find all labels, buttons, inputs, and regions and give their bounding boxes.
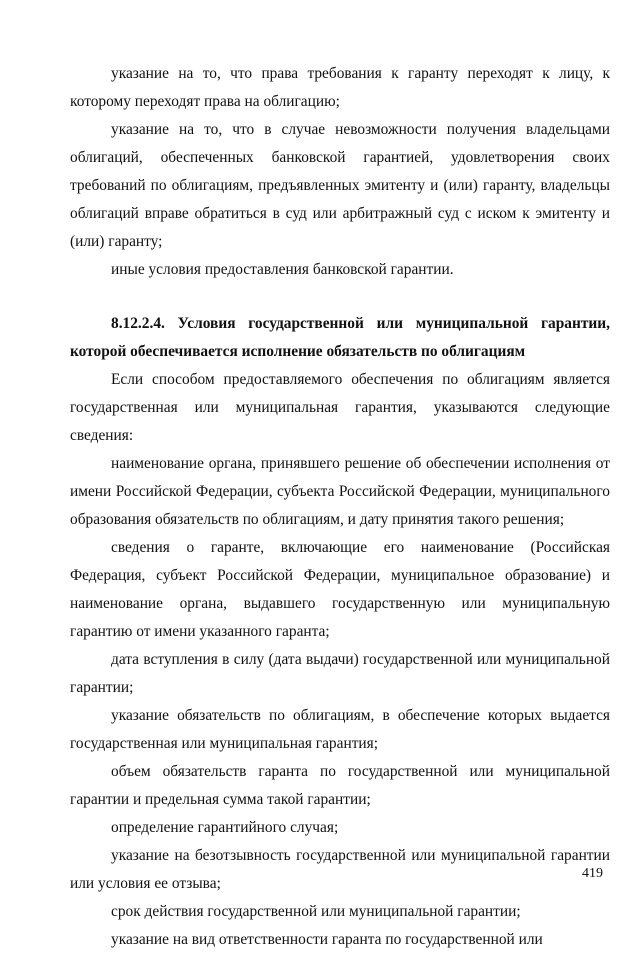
paragraph-obligations-covered: указание обязательств по облигациям, в обеспечение которых выдается государственная или муниципальная гарантия; — [70, 707, 610, 752]
paragraph-validity-term: срок действия государственной или муниципальной гарантии; — [111, 903, 521, 920]
page-number: 419 — [582, 866, 603, 881]
paragraph-court-recourse: указание на то, что в случае невозможности получения владельцами облигаций, обеспеченных банковской гарантией, удовлетворения своих требований по облигациям, предъявленных эмитенту и (или) гаранту, владельцы облигаций вправе обратиться в суд или арбитражный суд с иском к эмитенту и (или) гаранту; — [70, 121, 610, 250]
paragraph-irrevocability: указание на безотзывность государственной или муниципальной гарантии или условия ее отзыва; — [70, 847, 610, 892]
paragraph-authority-name: наименование органа, принявшего решение об обеспечении исполнения от имени Российской Федерации, субъекта Российской Федерации, муниципального образования обязательств по облигациям, и дату принятия такого решения; — [70, 455, 610, 528]
page-body — [70, 60, 610, 954]
section-heading: 8.12.2.4. Условия государственной или муниципальной гарантии, которой обеспечивается исполнение обязательств по облигациям — [70, 315, 610, 360]
paragraph-liability-type: указание на вид ответственности гаранта по государственной или — [111, 931, 543, 948]
paragraph-guarantee-amount: объем обязательств гаранта по государственной или муниципальной гарантии и предельная сумма такой гарантии; — [70, 763, 610, 808]
paragraph-effective-date: дата вступления в силу (дата выдачи) государственной или муниципальной гарантии; — [70, 651, 610, 696]
paragraph-guarantor-info: сведения о гаранте, включающие его наименование (Российская Федерация, субъект Российской Федерации, муниципальное образование) и наименование органа, выдавшего государственную или муниципальную гарантию от имени указанного гаранта; — [70, 539, 610, 640]
paragraph-guarantee-event: определение гарантийного случая; — [111, 819, 339, 836]
paragraph-rights-transfer: указание на то, что права требования к гаранту переходят к лицу, к которому переходят права на облигацию; — [70, 65, 610, 110]
paragraph-intro: Если способом предоставляемого обеспечения по облигациям является государственная или муниципальная гарантия, указываются следующие сведения: — [70, 371, 610, 444]
paragraph-other-conditions: иные условия предоставления банковской гарантии. — [111, 261, 454, 278]
